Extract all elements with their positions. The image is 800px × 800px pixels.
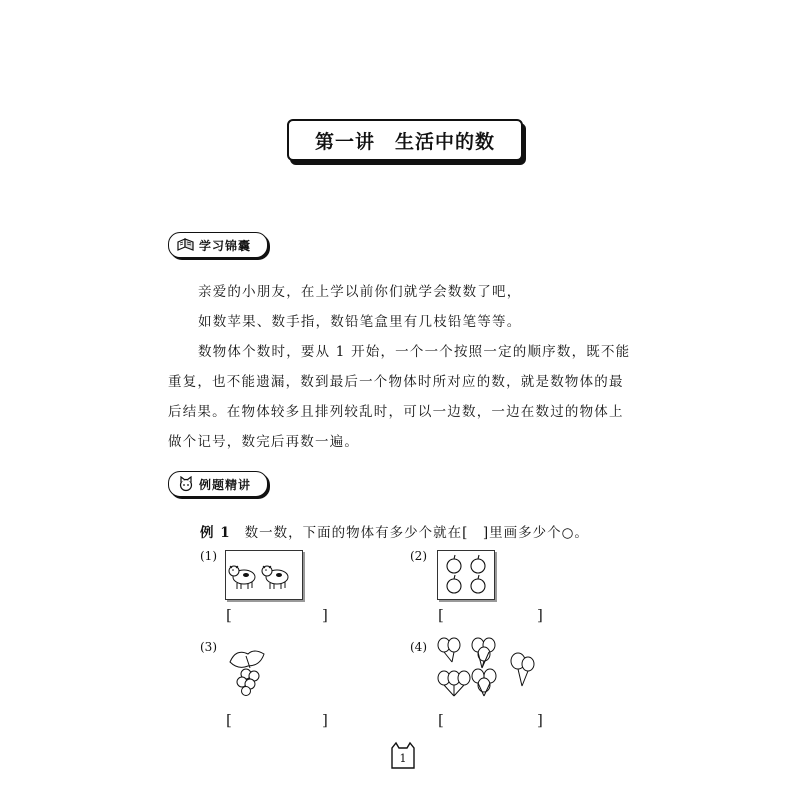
item-4-bracket-close: ] [537,711,543,729]
item-2-bracket-close: ] [537,606,543,624]
item-2-bracket-open: [ [438,606,444,624]
page-title-text: 第一讲 生活中的数 [314,130,495,153]
item-3-bracket-open: [ [226,711,232,729]
grapes-icon [220,646,272,696]
example-1-text: 数一数，下面的物体有多少个就在[ ]里画多少个○。 [244,525,589,541]
example-1-prompt [200,521,589,541]
item-1-bracket-close: ] [322,606,328,624]
item-1-number: (1) [200,549,217,563]
section-badge-study [168,232,268,258]
section-label-study: 学习锦囊 [199,238,252,253]
page-number: 1 [399,752,407,765]
item-3-bracket-close: ] [322,711,328,729]
intro-line: 后结果。在物体较多且排列较乱时，可以一边数，一边在数过的物体上 [168,404,624,420]
example-1-label: 例 1 [200,525,231,541]
section-badge-examples [168,471,268,497]
item-2-picture [437,550,495,600]
item-1-picture [225,550,303,600]
intro-line: 做个记号，数完后再数一遍。 [168,434,360,450]
cat-icon [177,476,195,492]
intro-line: 亲爱的小朋友，在上学以前你们就学会数数了吧， [198,284,522,300]
item-4-number: (4) [410,640,427,654]
item-3-number: (3) [200,640,217,654]
balloon-icon [434,636,542,698]
intro-line: 数物体个数时，要从 1 开始，一个一个按照一定的顺序数，既不能 [198,344,631,360]
section-label-examples: 例题精讲 [199,477,252,492]
apple-icon [438,551,494,599]
intro-line: 重复，也不能遗漏，数到最后一个物体时所对应的数，就是数物体的最 [168,374,624,390]
intro-line: 如数苹果、数手指，数铅笔盒里有几枝铅笔等等。 [198,314,522,330]
item-4-bracket-open: [ [438,711,444,729]
item-1-bracket-open: [ [226,606,232,624]
item-2-number: (2) [410,549,427,563]
cow-icon [226,551,302,599]
book-icon [177,237,195,253]
page-title [287,119,523,161]
intro-paragraph [168,277,648,457]
